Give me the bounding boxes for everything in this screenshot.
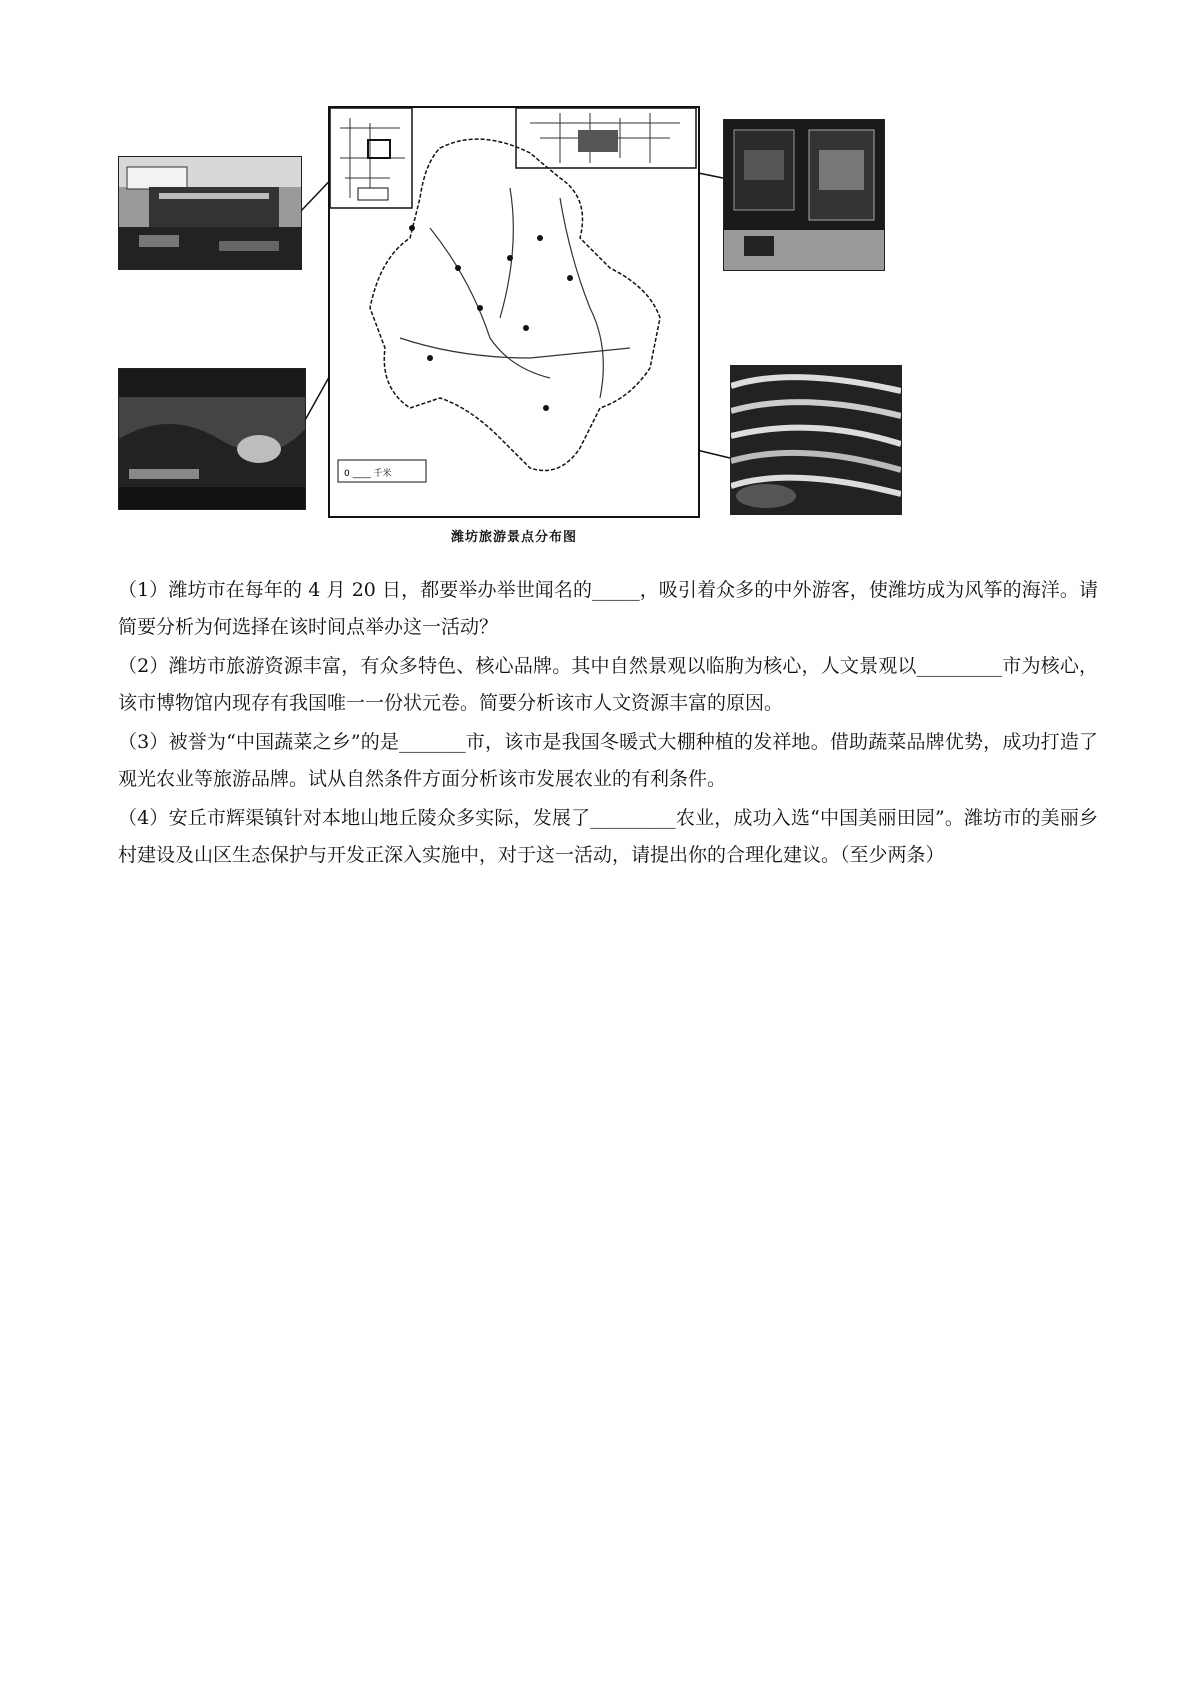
tourism-map (328, 106, 700, 518)
scenic-photo-mountain (118, 368, 306, 510)
scenic-photo-museum (723, 119, 885, 271)
map-caption: 潍坊旅游景点分布图 (450, 530, 577, 545)
scale-label: 0 ____ 千米 (344, 469, 392, 479)
question-1: （1）潍坊市在每年的 4 月 20 日，都要举办举世闻名的_____，吸引着众多的中外游客，使潍坊成为风筝的海洋。请简要分析为何选择在该时间点举办这一活动？ (118, 579, 1098, 638)
map-drawing (330, 108, 698, 516)
question-2: （2）潍坊市旅游资源丰富，有众多特色、核心品牌。其中自然景观以临朐为核心，人文景观以_________市为核心，该市博物馆内现存有我国唯一一份状元卷。简要分析该市人文资源丰富的原因。 (118, 655, 1098, 714)
question-list (118, 572, 1098, 876)
question-4: （4）安丘市辉渠镇针对本地山地丘陵众多实际，发展了_________农业，成功入选“中国美丽田园”。潍坊市的美丽乡村建设及山区生态保护与开发正深入实施中，对于这一活动，请提出你的合理化建议。（至少两条） (118, 807, 1098, 866)
map-figure (0, 0, 1200, 560)
scenic-photo-building (118, 156, 302, 270)
map-boundary (370, 139, 660, 470)
scenic-photo-terraces (730, 365, 902, 515)
question-3: （3）被誉为“中国蔬菜之乡”的是_______市，该市是我国冬暖式大棚种植的发祥地。借助蔬菜品牌优势，成功打造了观光农业等旅游品牌。试从自然条件方面分析该市发展农业的有利条件。 (118, 731, 1098, 790)
